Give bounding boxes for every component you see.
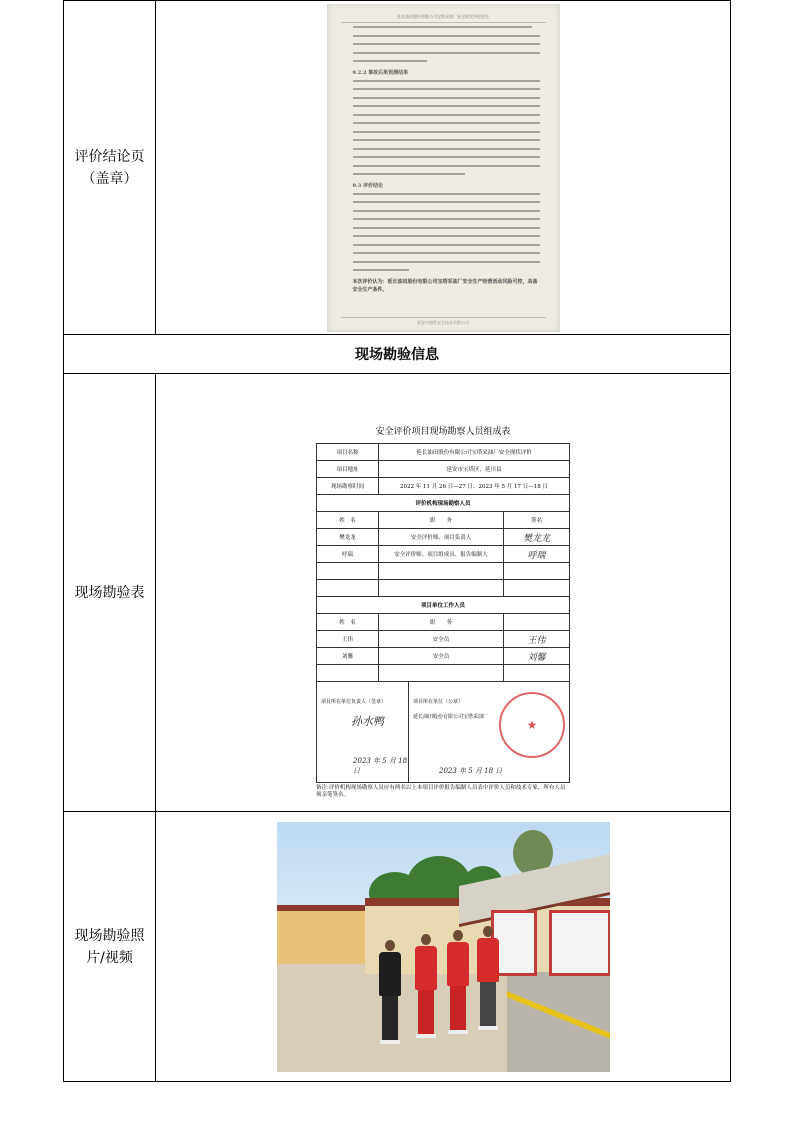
conclusion-image-cell [156,1,731,335]
org-section-title: 评价机构现场勘察人员 [317,495,570,512]
unit-col-duty-header: 职 务 [379,614,504,631]
staff-duty: 安全评价师、项目组成员、报告编制人 [379,546,504,563]
official-seal [499,692,565,758]
staff-name: 樊龙龙 [317,529,379,546]
site-photo [277,822,610,1072]
unit-staff-duty: 安全员 [379,631,504,648]
leader-date: 2023 年 5 月 18 日 [353,757,408,775]
unit-staff-duty: 安全员 [379,648,504,665]
project-address: 延安市宝塔区、延川县 [379,461,570,478]
survey-note: 备注:评价机构现场勘察人员应有两名以上本项目评价报告编制人员表中评价人员和技术专家，所有人员须亲笔签名。 [316,785,566,798]
signature: 王伟 [527,635,546,646]
table-row [317,648,570,665]
unit-stamp-label: 项目所在单位（公章） [413,699,464,705]
survey-title: 安全评价项目现场勘察人员组成表 [375,427,511,437]
table-row-empty [317,665,570,682]
unit-staff-name: 刘馨 [317,648,379,665]
info-table [63,0,731,1082]
survey-form-scan [307,380,579,805]
scanned-conclusion-page [327,4,560,332]
section-title: 现场勘验信息 [64,335,731,374]
project-name: 延长油田股份有限公司宝塔采油厂安全现状评价 [379,444,570,461]
staff-name: 呼瑞 [317,546,379,563]
col-name-header: 姓 名 [317,512,379,529]
scan-heading-2: 9.3 评价结论 [352,182,383,189]
photo-label-cell [64,812,156,1082]
signature: 刘馨 [527,652,546,663]
unit-date: 2023 年 5 月 18 日 [439,767,503,775]
survey-image-cell [156,374,731,812]
table-row [317,631,570,648]
scan-body-text [353,26,540,294]
survey-table-label: 现场勘验表 [74,584,145,601]
table-row [317,529,570,546]
table-row-empty [317,563,570,580]
scan-header: 延长油田股份有限公司宝塔采油厂安全现状评价报告 [341,14,546,23]
conclusion-label-cell [64,1,156,335]
project-name-label: 项目名称 [317,444,379,461]
survey-form [316,443,570,783]
unit-name: 延长油田股份有限公司宝塔采油厂 [413,714,489,720]
unit-section-title: 项目单位工作人员 [317,597,570,614]
photo-label: 现场勘验照 片/视频 [74,927,145,966]
signature: 呼瑞 [527,550,546,561]
survey-time-label: 现场勘察时间 [317,478,379,495]
signature: 樊龙龙 [522,533,550,544]
staff-duty: 安全评价师、项目负责人 [379,529,504,546]
survey-label-cell [64,374,156,812]
leader-label: 项目所在单位负责人（签章） [321,699,387,705]
survey-time: 2022 年 11 月 26 日—27 日、2023 年 5 月 17 日—18 日 [379,478,570,495]
table-row-empty [317,580,570,597]
scan-footer: 延安市德胜安全技术有限公司 [341,317,546,326]
unit-col-name-header: 姓 名 [317,614,379,631]
unit-staff-name: 王伟 [317,631,379,648]
unit-stamp-cell [409,682,570,783]
table-row [317,546,570,563]
project-address-label: 项目地址 [317,461,379,478]
leader-sign-cell [317,682,409,783]
conclusion-label: 评价结论页 （盖章） [74,148,145,187]
scan-heading-1: 9.2.2 事故后果预测结果 [352,69,409,76]
leader-signature: 孙水鸭 [351,715,384,728]
star-icon: ★ [526,718,538,732]
col-sign-header: 签名 [504,512,570,529]
scan-conclusion: 本次评价认为：延长油田股份有限公司宝塔采油厂安全生产经营活动风险可控，具备安全生产条件。 [352,278,538,293]
col-duty-header: 职 务 [379,512,504,529]
photo-cell [156,812,731,1082]
